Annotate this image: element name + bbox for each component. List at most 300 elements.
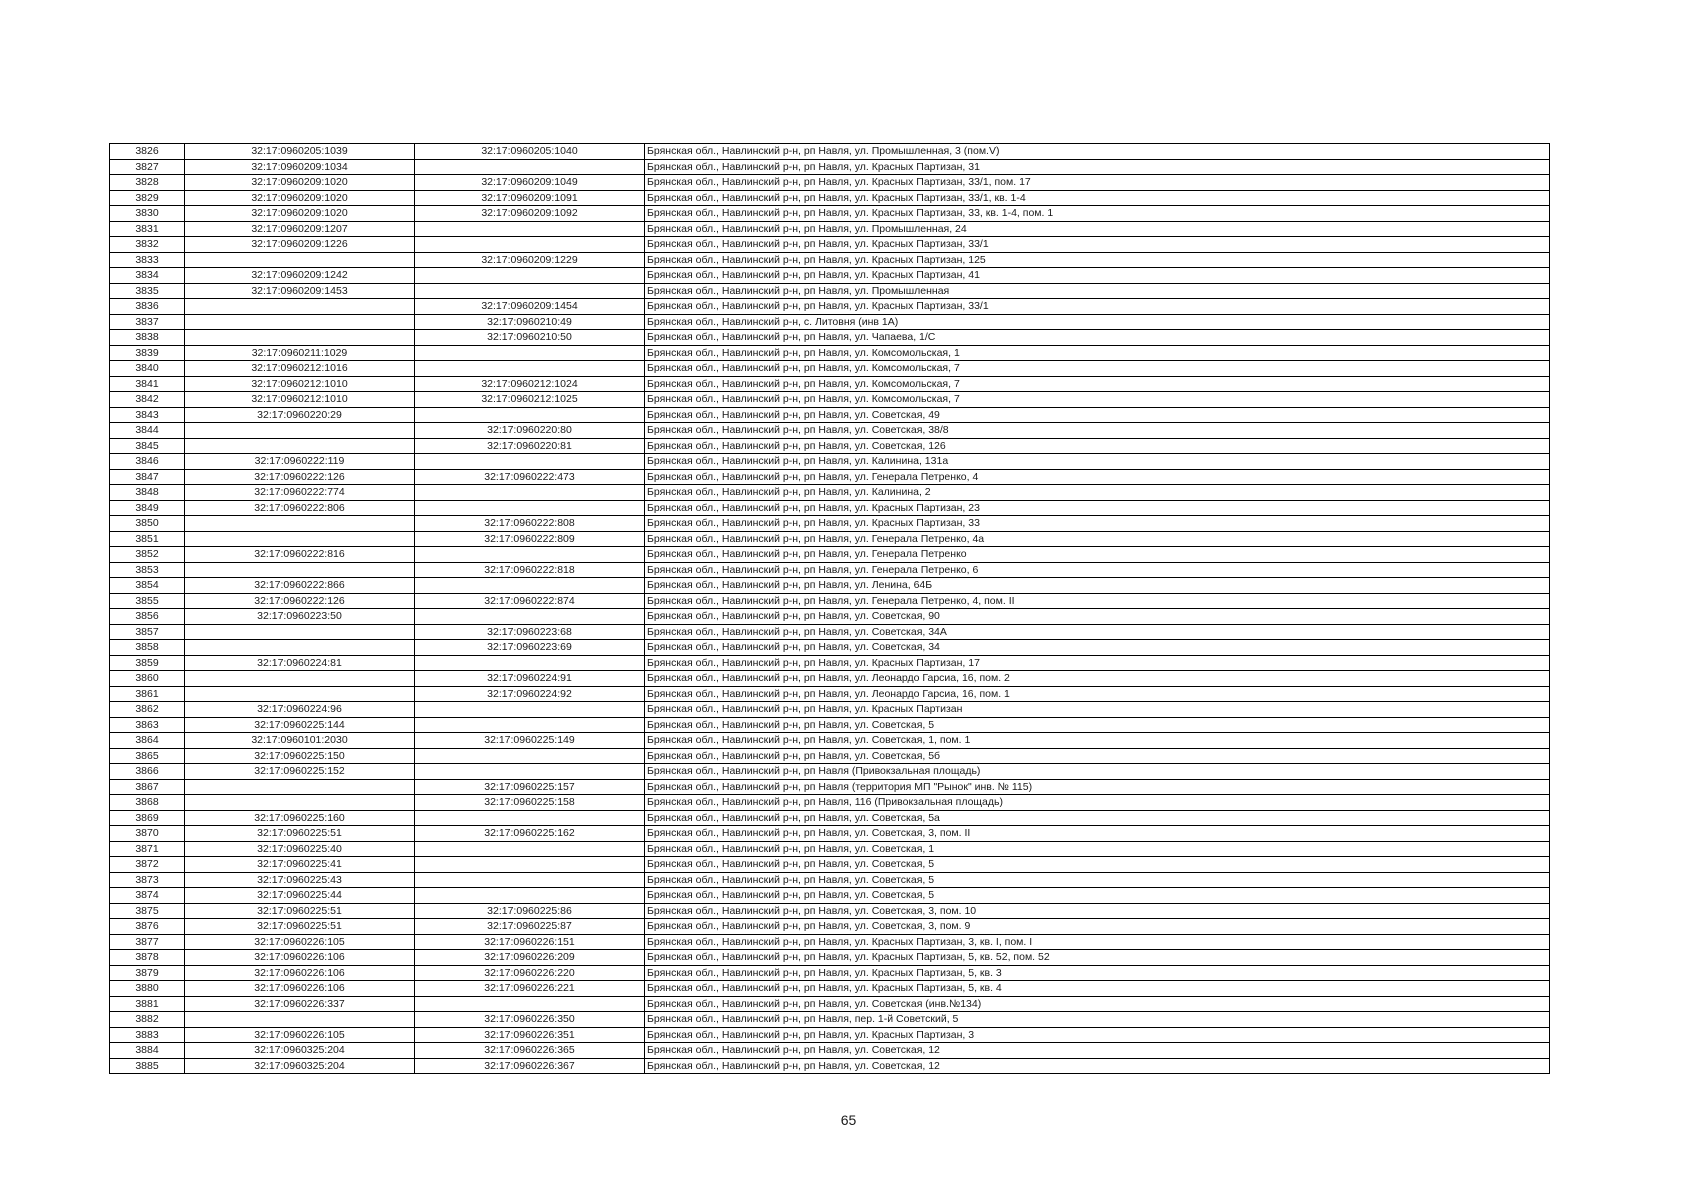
cadastral-number-cell: 32:17:0960225:152 bbox=[185, 764, 415, 780]
row-number-cell: 3879 bbox=[110, 965, 185, 981]
object-cadastral-number-cell: 32:17:0960220:80 bbox=[415, 423, 645, 439]
table-row bbox=[110, 671, 1550, 687]
row-number-cell: 3867 bbox=[110, 779, 185, 795]
cadastral-number-cell: 32:17:0960222:126 bbox=[185, 469, 415, 485]
row-number-cell: 3870 bbox=[110, 826, 185, 842]
cadastral-number-cell: 32:17:0960209:1242 bbox=[185, 268, 415, 284]
table-row bbox=[110, 454, 1550, 470]
data-table bbox=[109, 143, 1550, 1074]
table-row bbox=[110, 268, 1550, 284]
cadastral-number-cell: 32:17:0960226:106 bbox=[185, 965, 415, 981]
table-row bbox=[110, 841, 1550, 857]
object-cadastral-number-cell bbox=[415, 268, 645, 284]
table-row bbox=[110, 562, 1550, 578]
address-cell: Брянская обл., Навлинский р-н, рп Навля, ул. Советская (инв.№134) bbox=[645, 996, 1550, 1012]
cadastral-number-cell: 32:17:0960209:1020 bbox=[185, 175, 415, 191]
object-cadastral-number-cell bbox=[415, 283, 645, 299]
table-row bbox=[110, 609, 1550, 625]
cadastral-number-cell bbox=[185, 562, 415, 578]
row-number-cell: 3880 bbox=[110, 981, 185, 997]
cadastral-number-cell: 32:17:0960224:81 bbox=[185, 655, 415, 671]
object-cadastral-number-cell: 32:17:0960222:473 bbox=[415, 469, 645, 485]
address-cell: Брянская обл., Навлинский р-н, рп Навля, ул. Красных Партизан, 33/1, кв. 1-4 bbox=[645, 190, 1550, 206]
object-cadastral-number-cell: 32:17:0960223:69 bbox=[415, 640, 645, 656]
table-row bbox=[110, 485, 1550, 501]
address-cell: Брянская обл., Навлинский р-н, рп Навля, ул. Леонардо Гарсиа, 16, пом. 2 bbox=[645, 671, 1550, 687]
row-number-cell: 3868 bbox=[110, 795, 185, 811]
row-number-cell: 3878 bbox=[110, 950, 185, 966]
address-cell: Брянская обл., Навлинский р-н, рп Навля, ул. Советская, 5 bbox=[645, 717, 1550, 733]
cadastral-number-cell: 32:17:0960226:105 bbox=[185, 934, 415, 950]
address-cell: Брянская обл., Навлинский р-н, рп Навля, ул. Промышленная, 24 bbox=[645, 221, 1550, 237]
address-cell: Брянская обл., Навлинский р-н, рп Навля, ул. Советская, 126 bbox=[645, 438, 1550, 454]
table-row bbox=[110, 469, 1550, 485]
row-number-cell: 3843 bbox=[110, 407, 185, 423]
address-cell: Брянская обл., Навлинский р-н, рп Навля, ул. Красных Партизан, 33/1 bbox=[645, 299, 1550, 315]
object-cadastral-number-cell: 32:17:0960226:220 bbox=[415, 965, 645, 981]
table-body bbox=[110, 144, 1550, 1074]
row-number-cell: 3865 bbox=[110, 748, 185, 764]
cadastral-number-cell: 32:17:0960225:51 bbox=[185, 826, 415, 842]
row-number-cell: 3833 bbox=[110, 252, 185, 268]
cadastral-number-cell bbox=[185, 299, 415, 315]
address-cell: Брянская обл., Навлинский р-н, рп Навля, ул. Генерала Петренко, 4 bbox=[645, 469, 1550, 485]
table-row bbox=[110, 547, 1550, 563]
object-cadastral-number-cell: 32:17:0960225:149 bbox=[415, 733, 645, 749]
row-number-cell: 3875 bbox=[110, 903, 185, 919]
table-row bbox=[110, 407, 1550, 423]
row-number-cell: 3829 bbox=[110, 190, 185, 206]
row-number-cell: 3830 bbox=[110, 206, 185, 222]
cadastral-number-cell: 32:17:0960209:1020 bbox=[185, 206, 415, 222]
address-cell: Брянская обл., Навлинский р-н, рп Навля, ул. Красных Партизан, 3, кв. I, пом. I bbox=[645, 934, 1550, 950]
address-cell: Брянская обл., Навлинский р-н, рп Навля, ул. Советская, 3, пом. 10 bbox=[645, 903, 1550, 919]
row-number-cell: 3874 bbox=[110, 888, 185, 904]
address-cell: Брянская обл., Навлинский р-н, рп Навля, ул. Комсомольская, 7 bbox=[645, 376, 1550, 392]
address-cell: Брянская обл., Навлинский р-н, рп Навля, ул. Красных Партизан, 5, кв. 3 bbox=[645, 965, 1550, 981]
object-cadastral-number-cell: 32:17:0960225:158 bbox=[415, 795, 645, 811]
object-cadastral-number-cell: 32:17:0960209:1049 bbox=[415, 175, 645, 191]
row-number-cell: 3839 bbox=[110, 345, 185, 361]
row-number-cell: 3864 bbox=[110, 733, 185, 749]
address-cell: Брянская обл., Навлинский р-н, рп Навля, ул. Советская, 5 bbox=[645, 872, 1550, 888]
object-cadastral-number-cell: 32:17:0960226:350 bbox=[415, 1012, 645, 1028]
page-number: 65 bbox=[840, 1112, 857, 1128]
address-cell: Брянская обл., Навлинский р-н, рп Навля, ул. Советская, 49 bbox=[645, 407, 1550, 423]
object-cadastral-number-cell bbox=[415, 702, 645, 718]
cadastral-number-cell: 32:17:0960205:1039 bbox=[185, 144, 415, 160]
table-row bbox=[110, 175, 1550, 191]
object-cadastral-number-cell bbox=[415, 888, 645, 904]
cadastral-number-cell: 32:17:0960226:337 bbox=[185, 996, 415, 1012]
table-row bbox=[110, 888, 1550, 904]
cadastral-number-cell: 32:17:0960325:204 bbox=[185, 1043, 415, 1059]
table-row bbox=[110, 857, 1550, 873]
row-number-cell: 3871 bbox=[110, 841, 185, 857]
object-cadastral-number-cell bbox=[415, 717, 645, 733]
cadastral-number-cell bbox=[185, 252, 415, 268]
cadastral-number-cell: 32:17:0960209:1020 bbox=[185, 190, 415, 206]
object-cadastral-number-cell: 32:17:0960222:808 bbox=[415, 516, 645, 532]
cadastral-number-cell bbox=[185, 423, 415, 439]
cadastral-number-cell: 32:17:0960222:866 bbox=[185, 578, 415, 594]
object-cadastral-number-cell bbox=[415, 159, 645, 175]
row-number-cell: 3873 bbox=[110, 872, 185, 888]
address-cell: Брянская обл., Навлинский р-н, рп Навля, ул. Красных Партизан, 3 bbox=[645, 1027, 1550, 1043]
table-row bbox=[110, 702, 1550, 718]
row-number-cell: 3869 bbox=[110, 810, 185, 826]
address-cell: Брянская обл., Навлинский р-н, рп Навля, ул. Красных Партизан bbox=[645, 702, 1550, 718]
cadastral-number-cell: 32:17:0960225:144 bbox=[185, 717, 415, 733]
address-cell: Брянская обл., Навлинский р-н, рп Навля, ул. Чапаева, 1/С bbox=[645, 330, 1550, 346]
row-number-cell: 3882 bbox=[110, 1012, 185, 1028]
table-row bbox=[110, 361, 1550, 377]
table-row bbox=[110, 640, 1550, 656]
cadastral-number-cell: 32:17:0960225:51 bbox=[185, 903, 415, 919]
cadastral-number-cell: 32:17:0960226:106 bbox=[185, 981, 415, 997]
row-number-cell: 3853 bbox=[110, 562, 185, 578]
address-cell: Брянская обл., Навлинский р-н, рп Навля, ул. Генерала Петренко, 4, пом. II bbox=[645, 593, 1550, 609]
object-cadastral-number-cell bbox=[415, 547, 645, 563]
table-row bbox=[110, 345, 1550, 361]
table-row bbox=[110, 733, 1550, 749]
cadastral-number-cell bbox=[185, 624, 415, 640]
row-number-cell: 3846 bbox=[110, 454, 185, 470]
object-cadastral-number-cell bbox=[415, 810, 645, 826]
address-cell: Брянская обл., Навлинский р-н, рп Навля, ул. Советская, 90 bbox=[645, 609, 1550, 625]
row-number-cell: 3850 bbox=[110, 516, 185, 532]
object-cadastral-number-cell: 32:17:0960225:87 bbox=[415, 919, 645, 935]
object-cadastral-number-cell: 32:17:0960209:1454 bbox=[415, 299, 645, 315]
address-cell: Брянская обл., Навлинский р-н, рп Навля, ул. Красных Партизан, 41 bbox=[645, 268, 1550, 284]
object-cadastral-number-cell bbox=[415, 748, 645, 764]
object-cadastral-number-cell: 32:17:0960212:1025 bbox=[415, 392, 645, 408]
address-cell: Брянская обл., Навлинский р-н, рп Навля, ул. Красных Партизан, 31 bbox=[645, 159, 1550, 175]
table-row bbox=[110, 206, 1550, 222]
cadastral-number-cell: 32:17:0960212:1010 bbox=[185, 392, 415, 408]
object-cadastral-number-cell: 32:17:0960222:818 bbox=[415, 562, 645, 578]
address-cell: Брянская обл., Навлинский р-н, рп Навля, ул. Калинина, 131а bbox=[645, 454, 1550, 470]
address-cell: Брянская обл., Навлинский р-н, рп Навля, ул. Советская, 5а bbox=[645, 810, 1550, 826]
row-number-cell: 3835 bbox=[110, 283, 185, 299]
object-cadastral-number-cell bbox=[415, 500, 645, 516]
table-row bbox=[110, 795, 1550, 811]
table-row bbox=[110, 500, 1550, 516]
table-row bbox=[110, 283, 1550, 299]
object-cadastral-number-cell bbox=[415, 485, 645, 501]
address-cell: Брянская обл., Навлинский р-н, рп Навля, ул. Советская, 34 bbox=[645, 640, 1550, 656]
address-cell: Брянская обл., Навлинский р-н, рп Навля, ул. Комсомольская, 1 bbox=[645, 345, 1550, 361]
object-cadastral-number-cell: 32:17:0960222:809 bbox=[415, 531, 645, 547]
row-number-cell: 3881 bbox=[110, 996, 185, 1012]
row-number-cell: 3861 bbox=[110, 686, 185, 702]
object-cadastral-number-cell: 32:17:0960220:81 bbox=[415, 438, 645, 454]
object-cadastral-number-cell: 32:17:0960224:91 bbox=[415, 671, 645, 687]
row-number-cell: 3872 bbox=[110, 857, 185, 873]
table-row bbox=[110, 655, 1550, 671]
object-cadastral-number-cell: 32:17:0960225:86 bbox=[415, 903, 645, 919]
row-number-cell: 3847 bbox=[110, 469, 185, 485]
object-cadastral-number-cell bbox=[415, 345, 645, 361]
address-cell: Брянская обл., Навлинский р-н, рп Навля, ул. Красных Партизан, 125 bbox=[645, 252, 1550, 268]
object-cadastral-number-cell: 32:17:0960224:92 bbox=[415, 686, 645, 702]
address-cell: Брянская обл., Навлинский р-н, рп Навля, ул. Калинина, 2 bbox=[645, 485, 1550, 501]
table-row bbox=[110, 221, 1550, 237]
object-cadastral-number-cell bbox=[415, 872, 645, 888]
object-cadastral-number-cell bbox=[415, 361, 645, 377]
row-number-cell: 3860 bbox=[110, 671, 185, 687]
table-row bbox=[110, 996, 1550, 1012]
table-row bbox=[110, 934, 1550, 950]
cadastral-number-cell bbox=[185, 671, 415, 687]
cadastral-number-cell bbox=[185, 314, 415, 330]
cadastral-number-cell bbox=[185, 779, 415, 795]
row-number-cell: 3863 bbox=[110, 717, 185, 733]
row-number-cell: 3857 bbox=[110, 624, 185, 640]
table-row bbox=[110, 438, 1550, 454]
cadastral-number-cell: 32:17:0960222:816 bbox=[185, 547, 415, 563]
address-cell: Брянская обл., Навлинский р-н, рп Навля, ул. Красных Партизан, 17 bbox=[645, 655, 1550, 671]
cadastral-number-cell: 32:17:0960225:51 bbox=[185, 919, 415, 935]
object-cadastral-number-cell: 32:17:0960226:367 bbox=[415, 1058, 645, 1074]
address-cell: Брянская обл., Навлинский р-н, рп Навля, ул. Промышленная bbox=[645, 283, 1550, 299]
row-number-cell: 3842 bbox=[110, 392, 185, 408]
row-number-cell: 3883 bbox=[110, 1027, 185, 1043]
row-number-cell: 3848 bbox=[110, 485, 185, 501]
address-cell: Брянская обл., Навлинский р-н, рп Навля, ул. Советская, 5 bbox=[645, 888, 1550, 904]
cadastral-number-cell: 32:17:0960222:806 bbox=[185, 500, 415, 516]
cadastral-number-cell: 32:17:0960222:126 bbox=[185, 593, 415, 609]
row-number-cell: 3852 bbox=[110, 547, 185, 563]
object-cadastral-number-cell: 32:17:0960226:365 bbox=[415, 1043, 645, 1059]
row-number-cell: 3832 bbox=[110, 237, 185, 253]
table-row bbox=[110, 593, 1550, 609]
cadastral-number-cell: 32:17:0960226:105 bbox=[185, 1027, 415, 1043]
cadastral-number-cell bbox=[185, 516, 415, 532]
cadastral-number-cell: 32:17:0960325:204 bbox=[185, 1058, 415, 1074]
row-number-cell: 3858 bbox=[110, 640, 185, 656]
address-cell: Брянская обл., Навлинский р-н, рп Навля, ул. Промышленная, 3 (пом.V) bbox=[645, 144, 1550, 160]
address-cell: Брянская обл., Навлинский р-н, рп Навля, 116 (Привокзальная площадь) bbox=[645, 795, 1550, 811]
address-cell: Брянская обл., Навлинский р-н, рп Навля, ул. Комсомольская, 7 bbox=[645, 392, 1550, 408]
table-row bbox=[110, 810, 1550, 826]
cadastral-number-cell: 32:17:0960220:29 bbox=[185, 407, 415, 423]
cadastral-number-cell: 32:17:0960225:43 bbox=[185, 872, 415, 888]
address-cell: Брянская обл., Навлинский р-н, рп Навля (Привокзальная площадь) bbox=[645, 764, 1550, 780]
table-row bbox=[110, 159, 1550, 175]
cadastral-number-cell: 32:17:0960209:1207 bbox=[185, 221, 415, 237]
address-cell: Брянская обл., Навлинский р-н, рп Навля, ул. Красных Партизан, 5, кв. 52, пом. 52 bbox=[645, 950, 1550, 966]
object-cadastral-number-cell bbox=[415, 655, 645, 671]
address-cell: Брянская обл., Навлинский р-н, рп Навля, ул. Советская, 38/8 bbox=[645, 423, 1550, 439]
address-cell: Брянская обл., Навлинский р-н, рп Навля, ул. Советская, 1 bbox=[645, 841, 1550, 857]
address-cell: Брянская обл., Навлинский р-н, с. Литовня (инв 1А) bbox=[645, 314, 1550, 330]
address-cell: Брянская обл., Навлинский р-н, рп Навля, ул. Красных Партизан, 33/1 bbox=[645, 237, 1550, 253]
table-row bbox=[110, 919, 1550, 935]
address-cell: Брянская обл., Навлинский р-н, рп Навля, ул. Советская, 12 bbox=[645, 1043, 1550, 1059]
address-cell: Брянская обл., Навлинский р-н, рп Навля, ул. Генерала Петренко bbox=[645, 547, 1550, 563]
object-cadastral-number-cell: 32:17:0960205:1040 bbox=[415, 144, 645, 160]
table-row bbox=[110, 903, 1550, 919]
object-cadastral-number-cell: 32:17:0960223:68 bbox=[415, 624, 645, 640]
object-cadastral-number-cell bbox=[415, 221, 645, 237]
address-cell: Брянская обл., Навлинский р-н, рп Навля, ул. Генерала Петренко, 4а bbox=[645, 531, 1550, 547]
object-cadastral-number-cell bbox=[415, 996, 645, 1012]
cadastral-number-cell bbox=[185, 795, 415, 811]
row-number-cell: 3859 bbox=[110, 655, 185, 671]
row-number-cell: 3834 bbox=[110, 268, 185, 284]
address-cell: Брянская обл., Навлинский р-н, рп Навля, ул. Советская, 5 bbox=[645, 857, 1550, 873]
object-cadastral-number-cell bbox=[415, 857, 645, 873]
address-cell: Брянская обл., Навлинский р-н, рп Навля (территория МП "Рынок" инв. № 115) bbox=[645, 779, 1550, 795]
object-cadastral-number-cell: 32:17:0960212:1024 bbox=[415, 376, 645, 392]
address-cell: Брянская обл., Навлинский р-н, рп Навля, ул. Красных Партизан, 5, кв. 4 bbox=[645, 981, 1550, 997]
cadastral-number-cell bbox=[185, 531, 415, 547]
object-cadastral-number-cell: 32:17:0960209:1092 bbox=[415, 206, 645, 222]
table-row bbox=[110, 578, 1550, 594]
object-cadastral-number-cell bbox=[415, 578, 645, 594]
cadastral-number-cell: 32:17:0960222:119 bbox=[185, 454, 415, 470]
cadastral-number-cell: 32:17:0960101:2030 bbox=[185, 733, 415, 749]
cadastral-number-cell: 32:17:0960224:96 bbox=[185, 702, 415, 718]
address-cell: Брянская обл., Навлинский р-н, рп Навля, ул. Советская, 5б bbox=[645, 748, 1550, 764]
table-row bbox=[110, 531, 1550, 547]
object-cadastral-number-cell bbox=[415, 237, 645, 253]
cadastral-number-cell bbox=[185, 1012, 415, 1028]
table-row bbox=[110, 376, 1550, 392]
row-number-cell: 3851 bbox=[110, 531, 185, 547]
row-number-cell: 3831 bbox=[110, 221, 185, 237]
object-cadastral-number-cell: 32:17:0960209:1091 bbox=[415, 190, 645, 206]
cadastral-number-cell: 32:17:0960226:106 bbox=[185, 950, 415, 966]
address-cell: Брянская обл., Навлинский р-н, рп Навля, пер. 1-й Советский, 5 bbox=[645, 1012, 1550, 1028]
object-cadastral-number-cell: 32:17:0960209:1229 bbox=[415, 252, 645, 268]
cadastral-number-cell bbox=[185, 686, 415, 702]
table-row bbox=[110, 314, 1550, 330]
object-cadastral-number-cell bbox=[415, 609, 645, 625]
address-cell: Брянская обл., Навлинский р-н, рп Навля, ул. Красных Партизан, 23 bbox=[645, 500, 1550, 516]
table-row bbox=[110, 826, 1550, 842]
cadastral-number-cell: 32:17:0960225:40 bbox=[185, 841, 415, 857]
cadastral-number-cell: 32:17:0960225:150 bbox=[185, 748, 415, 764]
table-row bbox=[110, 237, 1550, 253]
row-number-cell: 3827 bbox=[110, 159, 185, 175]
cadastral-number-cell: 32:17:0960209:1034 bbox=[185, 159, 415, 175]
table-row bbox=[110, 686, 1550, 702]
object-cadastral-number-cell bbox=[415, 407, 645, 423]
address-cell: Брянская обл., Навлинский р-н, рп Навля, ул. Красных Партизан, 33, кв. 1-4, пом. 1 bbox=[645, 206, 1550, 222]
table-row bbox=[110, 1043, 1550, 1059]
table-row bbox=[110, 144, 1550, 160]
object-cadastral-number-cell: 32:17:0960225:162 bbox=[415, 826, 645, 842]
address-cell: Брянская обл., Навлинский р-н, рп Навля, ул. Советская, 12 bbox=[645, 1058, 1550, 1074]
row-number-cell: 3862 bbox=[110, 702, 185, 718]
table-row bbox=[110, 950, 1550, 966]
cadastral-number-cell bbox=[185, 330, 415, 346]
cadastral-number-cell: 32:17:0960222:774 bbox=[185, 485, 415, 501]
row-number-cell: 3884 bbox=[110, 1043, 185, 1059]
cadastral-number-cell: 32:17:0960225:44 bbox=[185, 888, 415, 904]
table-row bbox=[110, 965, 1550, 981]
cadastral-number-cell: 32:17:0960225:160 bbox=[185, 810, 415, 826]
table-row bbox=[110, 872, 1550, 888]
table-row bbox=[110, 624, 1550, 640]
address-cell: Брянская обл., Навлинский р-н, рп Навля, ул. Советская, 1, пом. 1 bbox=[645, 733, 1550, 749]
address-cell: Брянская обл., Навлинский р-н, рп Навля, ул. Леонардо Гарсиа, 16, пом. 1 bbox=[645, 686, 1550, 702]
address-cell: Брянская обл., Навлинский р-н, рп Навля, ул. Комсомольская, 7 bbox=[645, 361, 1550, 377]
row-number-cell: 3838 bbox=[110, 330, 185, 346]
cadastral-number-cell: 32:17:0960223:50 bbox=[185, 609, 415, 625]
table-row bbox=[110, 392, 1550, 408]
row-number-cell: 3854 bbox=[110, 578, 185, 594]
object-cadastral-number-cell: 32:17:0960210:49 bbox=[415, 314, 645, 330]
table-row bbox=[110, 779, 1550, 795]
object-cadastral-number-cell: 32:17:0960226:221 bbox=[415, 981, 645, 997]
address-cell: Брянская обл., Навлинский р-н, рп Навля, ул. Ленина, 64Б bbox=[645, 578, 1550, 594]
row-number-cell: 3836 bbox=[110, 299, 185, 315]
row-number-cell: 3828 bbox=[110, 175, 185, 191]
row-number-cell: 3837 bbox=[110, 314, 185, 330]
address-cell: Брянская обл., Навлинский р-н, рп Навля, ул. Генерала Петренко, 6 bbox=[645, 562, 1550, 578]
cadastral-number-cell: 32:17:0960212:1016 bbox=[185, 361, 415, 377]
table-row bbox=[110, 1027, 1550, 1043]
row-number-cell: 3844 bbox=[110, 423, 185, 439]
table-row bbox=[110, 748, 1550, 764]
cadastral-number-cell: 32:17:0960209:1453 bbox=[185, 283, 415, 299]
row-number-cell: 3849 bbox=[110, 500, 185, 516]
cadastral-number-cell: 32:17:0960225:41 bbox=[185, 857, 415, 873]
row-number-cell: 3885 bbox=[110, 1058, 185, 1074]
object-cadastral-number-cell: 32:17:0960222:874 bbox=[415, 593, 645, 609]
table-row bbox=[110, 764, 1550, 780]
table-row bbox=[110, 516, 1550, 532]
row-number-cell: 3841 bbox=[110, 376, 185, 392]
object-cadastral-number-cell: 32:17:0960226:151 bbox=[415, 934, 645, 950]
row-number-cell: 3845 bbox=[110, 438, 185, 454]
object-cadastral-number-cell bbox=[415, 454, 645, 470]
table-row bbox=[110, 717, 1550, 733]
row-number-cell: 3877 bbox=[110, 934, 185, 950]
cadastral-number-cell: 32:17:0960212:1010 bbox=[185, 376, 415, 392]
object-cadastral-number-cell: 32:17:0960226:351 bbox=[415, 1027, 645, 1043]
row-number-cell: 3840 bbox=[110, 361, 185, 377]
cadastral-number-cell: 32:17:0960211:1029 bbox=[185, 345, 415, 361]
row-number-cell: 3866 bbox=[110, 764, 185, 780]
address-cell: Брянская обл., Навлинский р-н, рп Навля, ул. Советская, 3, пом. 9 bbox=[645, 919, 1550, 935]
table-row bbox=[110, 1012, 1550, 1028]
object-cadastral-number-cell: 32:17:0960225:157 bbox=[415, 779, 645, 795]
row-number-cell: 3856 bbox=[110, 609, 185, 625]
table-row bbox=[110, 190, 1550, 206]
row-number-cell: 3826 bbox=[110, 144, 185, 160]
cadastral-number-cell bbox=[185, 640, 415, 656]
address-cell: Брянская обл., Навлинский р-н, рп Навля, ул. Советская, 3, пом. II bbox=[645, 826, 1550, 842]
table-row bbox=[110, 252, 1550, 268]
object-cadastral-number-cell: 32:17:0960210:50 bbox=[415, 330, 645, 346]
object-cadastral-number-cell bbox=[415, 841, 645, 857]
cadastral-number-cell: 32:17:0960209:1226 bbox=[185, 237, 415, 253]
table-row bbox=[110, 423, 1550, 439]
row-number-cell: 3876 bbox=[110, 919, 185, 935]
object-cadastral-number-cell bbox=[415, 764, 645, 780]
table-row bbox=[110, 1058, 1550, 1074]
table-row bbox=[110, 299, 1550, 315]
address-cell: Брянская обл., Навлинский р-н, рп Навля, ул. Красных Партизан, 33 bbox=[645, 516, 1550, 532]
cadastral-number-cell bbox=[185, 438, 415, 454]
address-cell: Брянская обл., Навлинский р-н, рп Навля, ул. Советская, 34А bbox=[645, 624, 1550, 640]
row-number-cell: 3855 bbox=[110, 593, 185, 609]
address-cell: Брянская обл., Навлинский р-н, рп Навля, ул. Красных Партизан, 33/1, пом. 17 bbox=[645, 175, 1550, 191]
